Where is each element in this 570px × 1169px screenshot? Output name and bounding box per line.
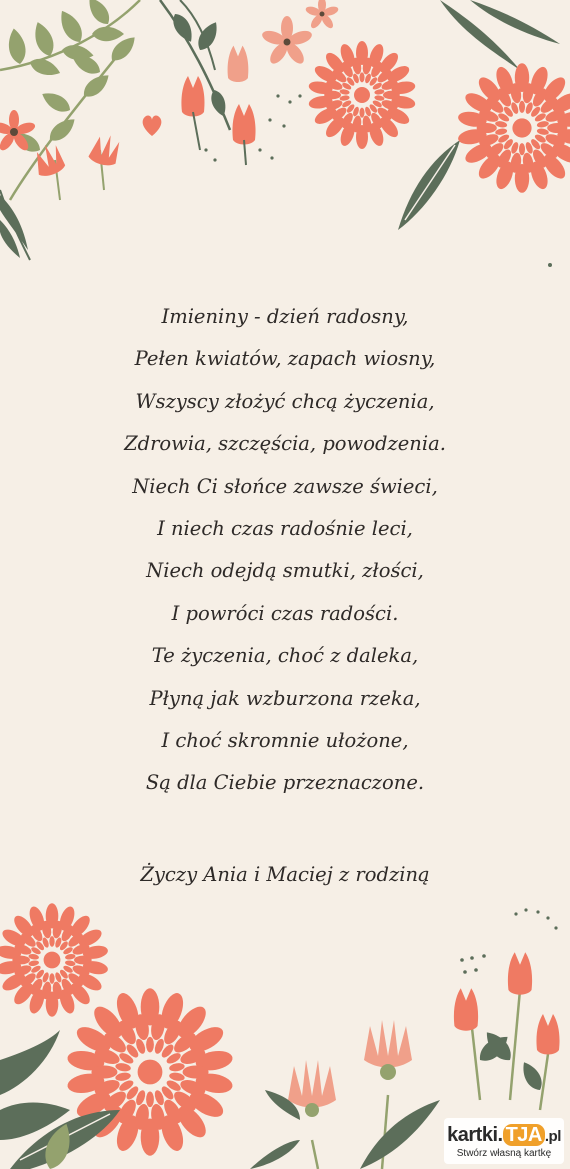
top-left-branches xyxy=(0,0,140,200)
brand-name-main: kartki. xyxy=(447,1124,503,1146)
dahlia-icon xyxy=(457,63,570,193)
dahlia-icon xyxy=(0,903,109,1016)
bottom-center-flowers xyxy=(250,1020,440,1169)
poem-line: Niech odejdą smutki, złości, xyxy=(146,559,424,583)
top-center-tulips xyxy=(160,0,256,165)
poem-line: Wszyscy złożyć chcą życzenia, xyxy=(135,389,435,413)
brand-tagline: Stwórz własną kartkę xyxy=(456,1148,552,1159)
poem-line: Te życzenia, choć z daleka, xyxy=(151,644,419,668)
brand-name xyxy=(444,1124,564,1147)
bottom-right-dots xyxy=(460,908,557,973)
brand-logo-link[interactable] xyxy=(444,1118,564,1164)
top-left-tulips xyxy=(30,131,122,200)
poem-line: Niech Ci słońce zawsze świeci, xyxy=(132,474,438,498)
poem xyxy=(0,296,570,805)
poem-line: Są dla Ciebie przeznaczone. xyxy=(145,771,425,795)
poem-line: Pełen kwiatów, zapach wiosny, xyxy=(134,347,436,371)
dahlia-icon xyxy=(308,41,416,149)
bottom-right-tulips xyxy=(454,952,560,1110)
poem-line: I choć skromnie ułożone, xyxy=(161,728,409,752)
poem-line: Płyną jak wzburzona rzeka, xyxy=(149,686,421,710)
poem-line: Zdrowia, szczęścia, powodzenia. xyxy=(124,432,446,456)
top-left-fern xyxy=(0,190,30,260)
poem-line: I powróci czas radości. xyxy=(171,601,399,625)
poem-line: I niech czas radośnie leci, xyxy=(157,516,413,540)
heart-icon xyxy=(143,115,162,136)
poem-line: Imieniny - dzień radosny, xyxy=(161,305,409,328)
signature: Życzy Ania i Maciej z rodziną xyxy=(140,863,430,886)
brand-tld: .pl xyxy=(544,1128,561,1145)
brand-logo-mark: TJA xyxy=(503,1124,545,1146)
